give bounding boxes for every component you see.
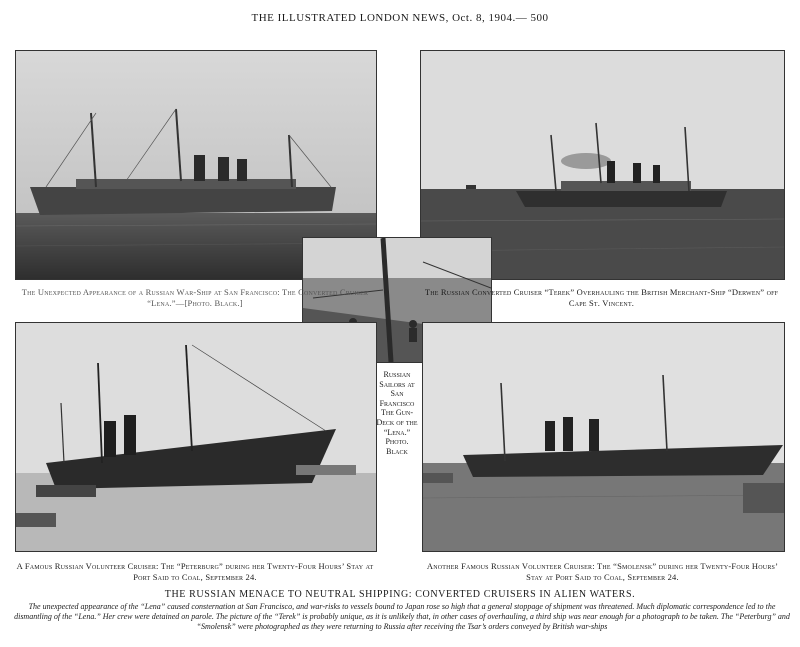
caption-smolensk: Another Famous Russian Volunteer Cruiser: The “Smolensk” during her Twenty-Four Hours’ Stay at Port Said to Coal, September 24. (426, 561, 779, 582)
main-title: THE RUSSIAN MENACE TO NEUTRAL SHIPPING: CONVERTED CRUISERS IN ALIEN WATERS. (164, 589, 636, 600)
photo-peterburg (15, 322, 377, 552)
caption-terek: The Russian Converted Cruiser “Terek” Overhauling the British Merchant-Ship “Derwen” off Cape St. Vincent. (424, 287, 779, 308)
body-paragraph: The unexpected appearance of the “Lena” caused consternation at San Francisco, and war-risks to vessels bound to Japan rose so high that a general stoppage of shipment was threatened. Much diplomatic correspondence led to the dismantling of the “Lena.” Her crew were detained on parole. The picture of the “Terek” is probably unique, as it is unlikely that, in other cases of overhauling, a third ship was near enough for a photograph to be taken. The “Peterburg” and “Smolensk” were photographed as they were returning to Russia after receiving the Tsar’s orders conveyed by British war-ships (14, 602, 790, 631)
photo-smolensk (422, 322, 785, 552)
caption-gun-deck: Russian Sailors at San Francisco The Gun-Deck of the “Lena.” Photo. Black (376, 370, 418, 456)
caption-peterburg: A Famous Russian Volunteer Cruiser: The “Peterburg” during her Twenty-Four Hours’ Stay at Port Said to Coal, September 24. (16, 561, 374, 582)
page-header: THE ILLUSTRATED LONDON NEWS, Oct. 8, 1904.— 500 (251, 12, 549, 24)
caption-lena: The Unexpected Appearance of a Russian War-Ship at San Francisco: The Converted Cruiser “Lena.”—[Photo. Black.] (21, 287, 369, 308)
